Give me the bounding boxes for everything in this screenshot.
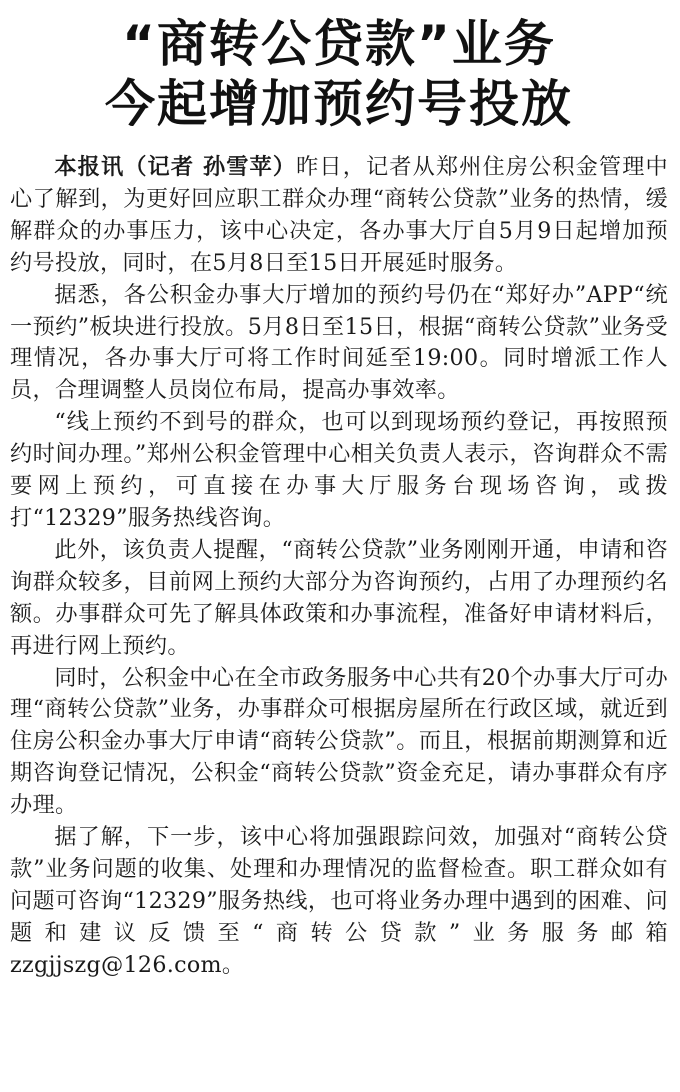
paragraph-5: 同时，公积金中心在全市政务服务中心共有20个办事大厅可办理“商转公贷款”业务，办事群众可根据房屋所在行政区域，就近到住房公积金办事大厅申请“商转公贷款”。而且，根据前期测算和近期咨询登记情况，公积金“商转公贷款”资金充足，请办事群众有序办理。 [10,664,668,819]
paragraph-6: 据了解，下一步，该中心将加强跟踪问效，加强对“商转公贷款”业务问题的收集、处理和办理情况的监督检查。职工群众如有问题可咨询“12329”服务热线，也可将业务办理中遇到的困难、问题和建议反馈至“商转公贷款”业务服务邮箱 zzgjjszg@126.com。 [10,824,668,978]
paragraph-4: 此外，该负责人提醒，“商转公贷款”业务刚刚开通，申请和咨询群众较多，目前网上预约大部分为咨询预约，占用了办理预约名额。办事群众可先了解具体政策和办事流程，准备好申请材料后，再进行网上预约。 [10,536,668,659]
headline [10,14,668,134]
paragraph-1 [10,152,668,280]
paragraph-1-text: 昨日，记者从郑州住房公积金管理中心了解到，为更好回应职工群众办理“商转公贷款”业务的热情，缓解群众的办事压力，该中心决定，各办事大厅自5月9日起增加预约号投放，同时，在5月8日至15日开展延时服务。 [10,154,668,276]
article-body [10,152,668,982]
headline-line-1: “商转公贷款”业务 [122,15,556,73]
paragraph-2: 据悉，各公积金办事大厅增加的预约号仍在“郑好办”APP“统一预约”板块进行投放。5月8日至15日，根据“商转公贷款”业务受理情况，各办事大厅可将工作时间延至19:00。同时增派工作人员，合理调整人员岗位布局，提高办事效率。 [10,281,668,404]
byline: 本报讯（记者 孙雪苹） [54,154,297,180]
headline-line-2: 今起增加预约号投放 [105,75,573,133]
paragraph-3: “线上预约不到号的群众，也可以到现场预约登记，再按照预约时间办理。”郑州公积金管理中心相关负责人表示，咨询群众不需要网上预约，可直接在办事大厅服务台现场咨询，或拨打“12329”服务热线咨询。 [10,409,668,531]
